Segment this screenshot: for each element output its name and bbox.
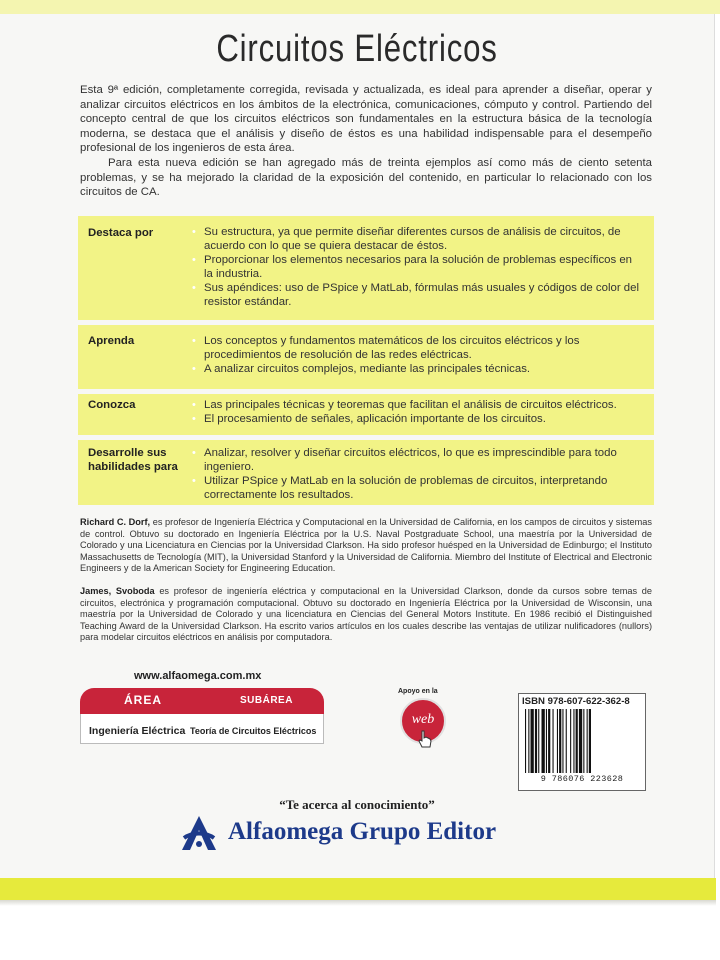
publisher-name: Alfaomega Grupo Editor — [228, 818, 497, 845]
barcode-bar — [531, 709, 534, 773]
barcode-bar — [589, 709, 591, 773]
barcode-bar — [579, 709, 582, 773]
list-item: • Proporcionar los elementos necesarios para la solución de problemas específicos en la industria. — [192, 253, 644, 281]
barcode-bar — [573, 709, 574, 773]
intro-paragraph-1: Esta 9ª edición, completamente corregida, revisada y actualizada, es ideal para aprender a diseñar, operar y analizar circuitos eléctricos en los ámbitos de la electrónica, comunicaciones, cómputo y control. Partiendo del concepto central de que los circuitos eléctricos son fundamentales en la estructura básica de la tecnología moderna, se destaca que el análisis y diseño de éstos es una habilidad indispensable para el desempeño profesional de los ingenieros de esta área. — [80, 84, 652, 155]
area-badge-header — [80, 688, 324, 714]
isbn-text: ISBN 978-607-622-362-8 — [522, 696, 630, 707]
section-desarrolle — [78, 440, 654, 505]
barcode-bar — [557, 709, 558, 773]
barcode-bar — [566, 709, 567, 773]
author-name: Richard C. Dorf, — [80, 517, 151, 527]
bottom-shadow — [0, 900, 716, 906]
section-conozca — [78, 394, 654, 435]
intro-text — [80, 83, 652, 200]
top-color-band — [0, 0, 720, 14]
subarea-value: Teoría de Circuitos Eléctricos — [190, 726, 317, 736]
web-support-caption: Apoyo en la — [398, 688, 438, 695]
publisher-slogan: “Te acerca al conocimiento” — [279, 797, 435, 812]
author-bio-svoboda — [80, 586, 652, 644]
section-label-line-2: habilidades para — [88, 461, 178, 473]
section-label-line-1: Desarrolle sus — [88, 447, 167, 459]
barcode-bar — [570, 709, 571, 773]
barcode-bar — [535, 709, 537, 773]
barcode-number: 9 786076 223628 — [540, 774, 624, 784]
section-items — [192, 446, 644, 502]
isbn-barcode-box — [518, 693, 646, 791]
barcode-bar — [587, 709, 588, 773]
hand-cursor-icon — [418, 730, 432, 748]
book-title: Circuitos Eléctricos — [216, 28, 498, 70]
barcode-bar — [538, 709, 539, 773]
barcode-bar — [525, 709, 526, 773]
section-items — [192, 334, 644, 376]
section-label: Aprenda — [88, 335, 135, 347]
list-item: • A analizar circuitos complejos, mediante las principales técnicas. — [192, 362, 644, 376]
section-destaca — [78, 216, 654, 320]
list-item: • Sus apéndices: uso de PSpice y MatLab, fórmulas más usuales y códigos de color del resistor estándar. — [192, 281, 644, 309]
list-item: • Analizar, resolver y diseñar circuitos eléctricos, lo que es imprescindible para todo ingeniero. — [192, 446, 644, 474]
barcode-bar — [546, 709, 547, 773]
area-badge — [80, 688, 324, 744]
list-item: • Las principales técnicas y teoremas que facilitan el análisis de circuitos eléctricos. — [192, 398, 644, 412]
section-items — [192, 225, 644, 309]
section-label: Destaca por — [88, 227, 154, 239]
barcode-bar — [559, 709, 561, 773]
features-panel — [78, 216, 654, 505]
list-item: • El procesamiento de señales, aplicación importante de los circuitos. — [192, 412, 644, 426]
publisher-url[interactable]: www.alfaomega.com.mx — [134, 670, 262, 682]
web-label: web — [411, 712, 435, 727]
area-value: Ingeniería Eléctrica — [89, 725, 186, 737]
author-name: James, Svoboda — [80, 586, 155, 596]
barcode-bar — [553, 709, 554, 773]
section-items — [192, 398, 644, 426]
intro-paragraph-2: Para esta nueva edición se han agregado más de treinta ejemplos así como más de ciento setenta problemas, y se ha mejorado la claridad de la exposición del contenido, en particular lo relacionado con los circuitos de CA. — [80, 156, 652, 199]
barcode-icon — [523, 709, 641, 775]
barcode-bar — [548, 709, 550, 773]
section-label: Conozca — [88, 399, 136, 411]
author-bio-text: es profesor de ingeniería eléctrica y computacional en la Universidad Clarkson, donde da cursos sobre temas de circuitos, electrónica y programación computacional. Obtuvo su doctorado en Ingeniería Eléctrica por la Universidad de Wisconsin, una maestría por la Universidad de Colorado y una licenciatura en Ciencias del General Motors Institute. En 1986 recibió el Distinguished Teaching Award de la Universidad Clarkson. Ha escrito varios artículos en los cuales describe las ventajas de utilizar nulificadores (nullors) para modelar circuitos eléctricos en análisis por computadora. — [80, 586, 652, 643]
barcode-bar — [542, 709, 545, 773]
subarea-label: SUBÁREA — [240, 695, 293, 706]
barcode-bar — [562, 709, 563, 773]
barcode-bar — [583, 709, 584, 773]
list-item: • Los conceptos y fundamentos matemáticos de los circuitos eléctricos y los procedimientos de resolución de las redes eléctricas. — [192, 334, 644, 362]
barcode-bar — [576, 709, 578, 773]
area-badge-body — [80, 714, 324, 744]
list-item: • Su estructura, ya que permite diseñar diferentes cursos de análisis de circuitos, de acuerdo con lo que se quiera destacar de éstos. — [192, 225, 644, 253]
author-bio-dorf — [80, 517, 652, 575]
author-bio-text: es profesor de Ingeniería Eléctrica y Computacional en la Universidad de California, en los campos de circuitos y sistemas de control. Obtuvo su doctorado en Ingeniería Eléctrica por la U.S. Naval Postgraduate School, una maestría por la Universidad de Colorado y una Licenciatura en Ciencias por la Universidad Clarkson. Ha sido profesor huésped en la Universidad de Edinburgo; el Instituto Massachusetts de Tecnología (MIT), la Universidad Stanford y la Universidad de California. Miembro del Institute of Electrical and Electronic Engineers y de la American Society for Engineering Education. — [80, 517, 652, 574]
barcode-bar — [528, 709, 529, 773]
bottom-color-band — [0, 878, 716, 900]
area-label: ÁREA — [124, 693, 163, 707]
section-aprenda — [78, 325, 654, 389]
list-item: • Utilizar PSpice y MatLab en la solución de problemas de circuitos, interpretando correctamente los resultados. — [192, 474, 644, 502]
alfaomega-logo-icon — [176, 814, 222, 854]
section-label — [88, 446, 178, 474]
